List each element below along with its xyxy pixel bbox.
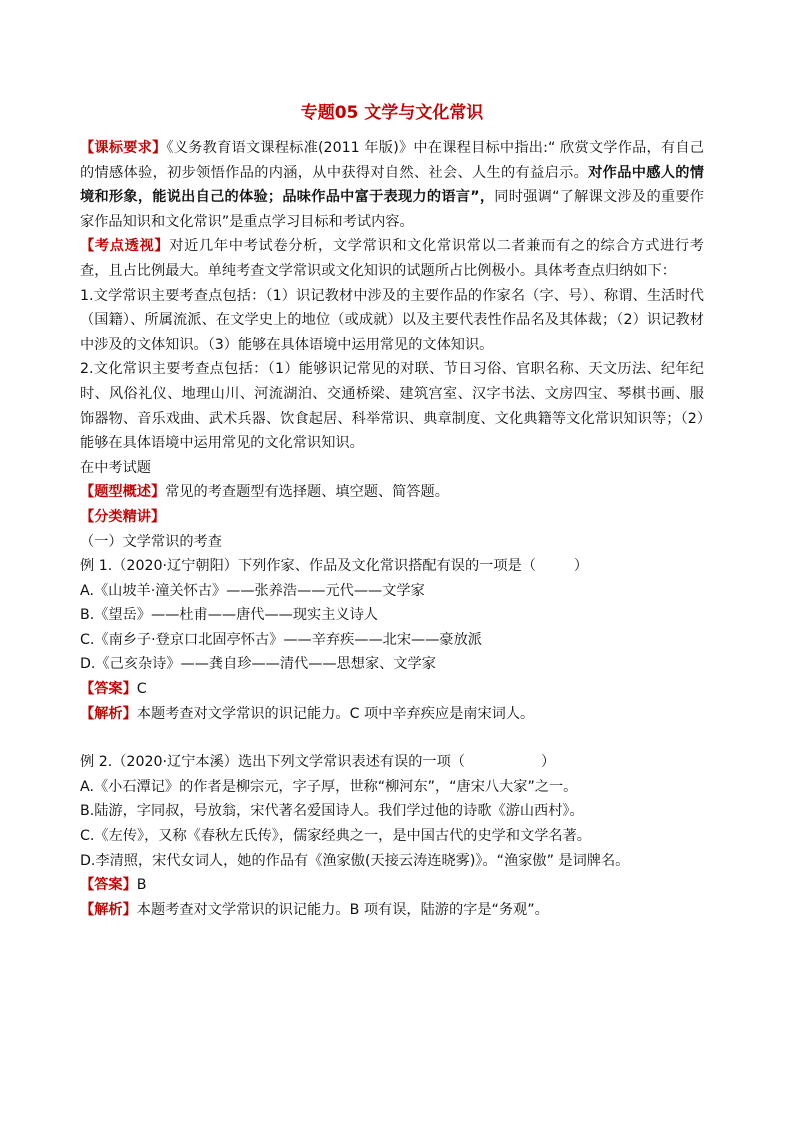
exam-focus-text: 对近几年中考试卷分析，文学常识和文化常识常以二者兼而有之的综合方式进行考查，且占比例最大。单纯考查文学常识或文化知识的试题所占比例极小。具体考查点归纳如下： — [80, 238, 704, 279]
example-2-answer — [80, 873, 704, 898]
analysis-text: 本题考查对文学常识的识记能力。B 项有误，陆游的字是“务观”。 — [136, 901, 549, 918]
question-type-overview — [80, 480, 704, 505]
example-1-answer — [80, 677, 704, 702]
example-1-question: 例 1.（2020·辽宁朝阳）下列作家、作品及文化常识搭配有误的一项是（ ） — [80, 558, 589, 575]
example-2-option-b: B.陆游，字同叔，号放翁，宋代著名爱国诗人。我们学过他的诗歌《游山西村》。 — [80, 803, 584, 820]
example-1-option-c: C.《南乡子·登京口北固亭怀古》——辛弃疾——北宋——豪放派 — [80, 631, 482, 648]
example-1-option-a: A.《山坡羊·潼关怀古》——张养浩——元代——文学家 — [80, 582, 425, 599]
question-type-text: 常见的考查题型有选择题、填空题、简答题。 — [165, 484, 449, 501]
example-1-option-d: D.《己亥杂诗》——龚自珍——清代——思想家、文学家 — [80, 656, 436, 673]
analysis-tag: 【解析】 — [80, 705, 137, 722]
exam-line: 在中考试题 — [80, 459, 151, 476]
classification-tag: 【分类精讲】 — [80, 508, 166, 525]
curriculum-text-bold: 对作品中感人的情境和形象，能说出自己的体验；品味作品中富于表现力的语言”， — [80, 164, 704, 206]
curriculum-text-1: 《义务教育语文课程标准(2011 年版)》中在课程目标中指出:“ 欣赏文学作品，有自己的情感体验，初步领悟作品的内涵，从中获得对自然、社会、人生的有益启示。 — [80, 140, 704, 181]
exam-focus-tag: 【考点透视】 — [80, 238, 170, 255]
example-2-option-a: A.《小石潭记》的作者是柳宗元，字子厚，世称“柳河东”，“唐宋八大家”之一。 — [80, 778, 578, 795]
analysis-text: 本题考查对文学常识的识记能力。C 项中辛弃疾应是南宋词人。 — [136, 705, 535, 722]
example-2-analysis — [80, 898, 704, 923]
answer-tag: 【答案】 — [80, 877, 137, 894]
focus-point-1: 1.文学常识主要考查点包括：（1）识记教材中涉及的主要作品的作家名（字、号）、称谓、生活时代（国籍）、所属流派、在文学史上的地位（或成就）以及主要代表性作品名及其体裁；（2）识记教材中涉及的文体知识。（3）能够在具体语境中运用常见的文体知识。 — [80, 287, 704, 353]
page-title: 专题05 文学与文化常识 — [300, 103, 484, 123]
curriculum-tag: 【课标要求】 — [80, 140, 167, 156]
example-1-option-b: B.《望岳》——杜甫——唐代——现实主义诗人 — [80, 607, 378, 624]
spacer — [80, 726, 704, 750]
analysis-tag: 【解析】 — [80, 901, 137, 918]
curriculum-text-2: 同时强调“了解课文涉及的重要作家作品知识和文化常识”是重点学习目标和考试内容。 — [80, 189, 704, 230]
answer-tag: 【答案】 — [80, 681, 137, 698]
question-type-tag: 【题型概述】 — [80, 484, 166, 501]
classification-heading — [80, 505, 704, 530]
answer-value: B — [136, 877, 147, 894]
exam-focus — [80, 234, 704, 283]
example-1-analysis — [80, 702, 704, 727]
example-2-option-d: D.李清照，宋代女词人，她的作品有《渔家傲(天接云涛连晓雾)》。“渔家傲” 是词牌名。 — [80, 852, 630, 869]
focus-point-2: 2.文化常识主要考查点包括：（1）能够识记常见的对联、节日习俗、官职名称、天文历法、纪年纪时、风俗礼仪、地理山川、河流湖泊、交通桥梁、建筑宫室、汉字书法、文房四宝、琴棋书画、服饰器物、音乐戏曲、武术兵器、饮食起居、科举常识、典章制度、文化典籍等文化常识知识等；（2）能够在具体语境中运用常见的文化常识知识。 — [80, 361, 704, 452]
curriculum-requirement — [80, 136, 704, 234]
answer-value: C — [136, 681, 147, 698]
section-heading: （一）文学常识的考查 — [80, 533, 222, 550]
example-2-option-c: C.《左传》，又称《春秋左氏传》，儒家经典之一，是中国古代的史学和文学名著。 — [80, 828, 591, 845]
document-page — [80, 100, 704, 922]
example-2-question: 例 2.（2020·辽宁本溪）选出下列文学常识表述有误的一项（ ） — [80, 754, 556, 771]
